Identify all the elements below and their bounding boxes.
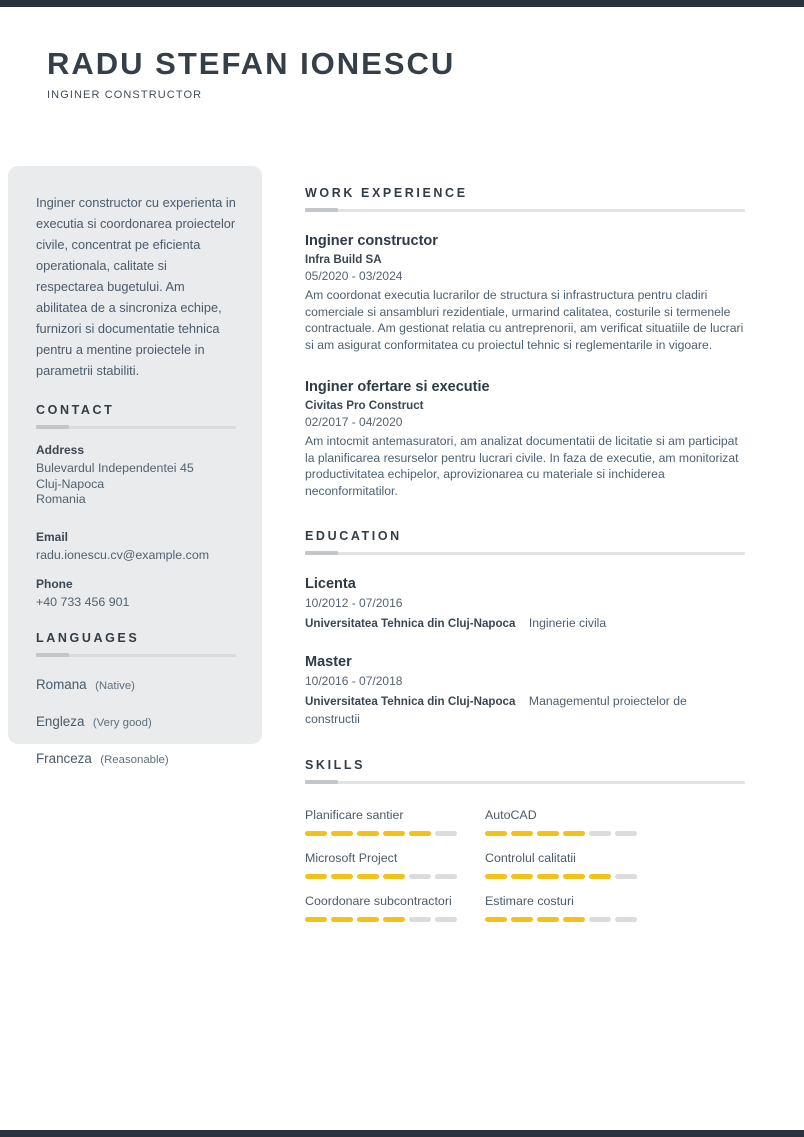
skill-level-bar	[305, 874, 457, 879]
school-line	[305, 614, 745, 632]
job-company: Civitas Pro Construct	[305, 399, 424, 412]
skill-name: Controlul calitatii	[485, 851, 576, 865]
education-dates: 10/2016 - 07/2018	[305, 674, 403, 688]
sidebar	[8, 166, 262, 766]
language-name: Romana	[36, 676, 87, 692]
section-divider	[305, 209, 745, 212]
languages-heading: LANGUAGES	[36, 630, 140, 645]
degree-name: Master	[305, 654, 352, 670]
section-divider	[305, 552, 745, 555]
address-label: Address	[36, 443, 85, 457]
job-entry	[305, 233, 745, 353]
contact-section	[36, 403, 236, 611]
education-entry	[305, 654, 745, 728]
skill-level-bar	[485, 831, 637, 836]
job-dates: 05/2020 - 03/2024	[305, 269, 403, 283]
skill-level-bar	[485, 874, 637, 879]
language-item	[36, 676, 236, 694]
address-line: Bulevardul Independentei 45	[36, 461, 194, 475]
language-item	[36, 713, 236, 731]
job-dates: 02/2017 - 04/2020	[305, 415, 403, 429]
phone-group	[36, 577, 236, 611]
degree-name: Licenta	[305, 576, 356, 592]
skill-item	[305, 894, 457, 922]
skill-item	[305, 851, 457, 879]
skills-section	[305, 758, 745, 922]
language-item	[36, 750, 236, 768]
work-experience-heading: WORK EXPERIENCE	[305, 186, 468, 200]
skills-heading: SKILLS	[305, 758, 366, 772]
job-entry	[305, 379, 745, 499]
person-job-title: INGINER CONSTRUCTOR	[47, 89, 203, 101]
field-of-study: Inginerie civila	[528, 616, 607, 630]
skill-level-bar	[305, 917, 457, 922]
section-divider	[36, 426, 236, 429]
skill-item	[485, 894, 637, 922]
section-divider	[305, 781, 745, 784]
header	[47, 46, 455, 101]
email-label: Email	[36, 529, 69, 544]
skill-name: Microsoft Project	[305, 851, 398, 865]
skill-item	[485, 808, 637, 836]
language-level: (Reasonable)	[100, 753, 169, 766]
address-line: Cluj-Napoca	[36, 476, 105, 491]
contact-heading: CONTACT	[36, 403, 115, 417]
languages-section	[36, 631, 236, 768]
phone-value: +40 733 456 901	[36, 595, 130, 609]
section-divider	[36, 654, 236, 657]
job-description: Am coordonat executia lucrarilor de structura si infrastructura pentru cladiri comerciale si ansambluri rezidentiale, urmarind calitatea, costurile si termenele contractuale. Am gestionat relatia cu antreprenorii, am verificat situatiile de lucrari si am asigurat conformitatea cu proiectul tehnic si reglementarile in vigoare.	[305, 288, 744, 352]
skill-level-bar	[485, 917, 637, 922]
skill-name: Estimare costuri	[485, 894, 574, 908]
language-level: (Native)	[95, 679, 135, 692]
person-name: RADU STEFAN IONESCU	[47, 46, 456, 81]
skill-level-bar	[305, 831, 457, 836]
skills-grid	[305, 808, 745, 922]
page-top-accent-bar	[0, 0, 804, 7]
language-level: (Very good)	[92, 716, 152, 729]
education-dates: 10/2012 - 07/2016	[305, 596, 403, 610]
education-heading: EDUCATION	[305, 529, 402, 543]
email-group	[36, 530, 236, 564]
language-name: Engleza	[36, 713, 85, 729]
education-section	[305, 529, 745, 728]
field-of-study: Managementul proiectelor de constructii	[305, 694, 687, 726]
education-entry	[305, 576, 745, 632]
school-line	[305, 692, 745, 728]
job-title: Inginer ofertare si executie	[305, 379, 490, 395]
skill-name: Coordonare subcontractori	[305, 894, 452, 908]
school-name: Universitatea Tehnica din Cluj-Napoca	[305, 617, 516, 630]
main-content	[305, 186, 745, 952]
job-company: Infra Build SA	[305, 253, 382, 266]
skill-name: Planificare santier	[305, 808, 404, 822]
school-name: Universitatea Tehnica din Cluj-Napoca	[305, 695, 516, 708]
address-line: Romania	[36, 492, 86, 506]
skill-item	[305, 808, 457, 836]
job-title: Inginer constructor	[305, 233, 438, 249]
phone-label: Phone	[36, 577, 73, 591]
language-name: Franceza	[36, 750, 92, 766]
work-experience-section	[305, 186, 745, 499]
email-value: radu.ionescu.cv@example.com	[36, 547, 210, 562]
profile-summary: Inginer constructor cu experienta in executia si coordonarea proiectelor civile, concentrat pe eficienta operationala, calitate si respectarea bugetului. Am abilitatea de a sincroniza echipe, furnizori si documentatie tehnica pentru a mentine proiectele in parametrii stabiliti.	[36, 195, 236, 378]
skill-name: AutoCAD	[485, 808, 537, 822]
skill-item	[485, 851, 637, 879]
job-description: Am intocmit antemasuratori, am analizat documentatii de licitatie si am participat la planificarea resurselor pentru lucrari civile. In faza de executie, am monitorizat productivitatea echipelor, aprovizionarea cu materiale si inchiderea neconformitatilor.	[305, 434, 739, 498]
address-group	[36, 443, 236, 508]
page-bottom-accent-bar	[0, 1130, 804, 1137]
